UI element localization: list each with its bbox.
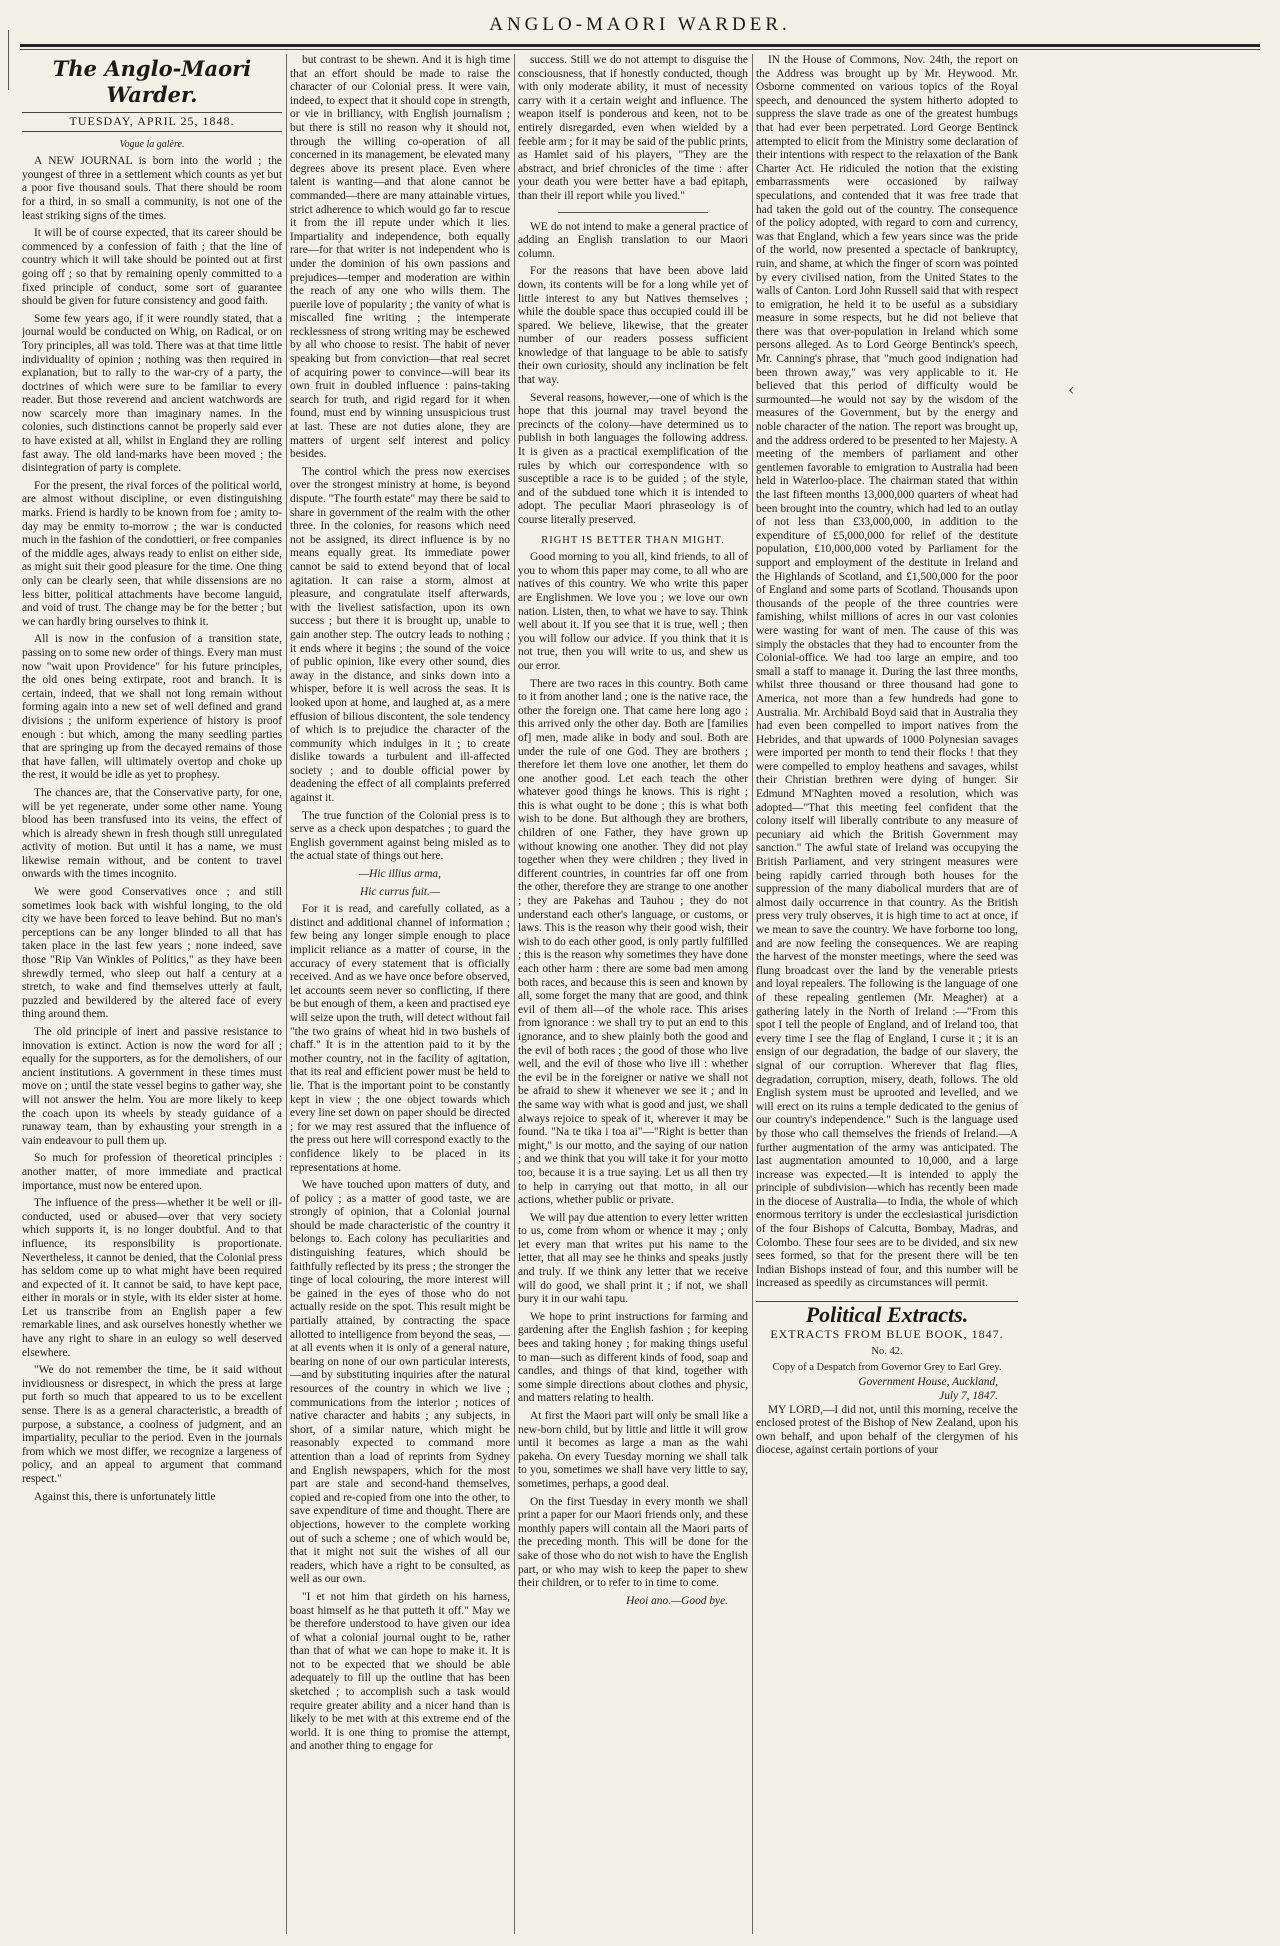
masthead-rule-thin xyxy=(20,49,1260,50)
paragraph: success. Still we do not attempt to disguise the consciousness, that if honestly conducted, though with only moderate ability, it must of necessity carry with it a certain weight and influence. The weapon itself is ponderous and keen, not to be entirely disregarded, even when wielded by a feeble arm ; for it may be said of the public prints, as Hamlet said of his players, "They are the abstract, and brief chronicles of the time : after your death you were better have a bad epitaph, than their ill report while you lived." xyxy=(518,54,748,202)
article-heading: RIGHT IS BETTER THAN MIGHT. xyxy=(541,534,725,546)
signoff: Heoi ano.—Good bye. xyxy=(626,1594,728,1607)
document-date: July 7, 1847. xyxy=(939,1390,998,1402)
section-subtitle: EXTRACTS FROM BLUE BOOK, 1847. xyxy=(770,1326,1004,1341)
latin-quote-line: —Hic illius arma, xyxy=(359,868,441,881)
paper-title: The Anglo-Maori Warder. xyxy=(52,56,252,107)
motto: Vogue la galère. xyxy=(119,138,185,150)
margin-mark: ‹ xyxy=(1068,380,1075,399)
column-3 xyxy=(518,54,748,1934)
paragraph: All is now in the confusion of a transition state, passing on to some new order of things. Every man must now "wait upon Providence" for his future principles, the old ones being extirpate, root and branch. It is certain, indeed, that we shall not long remain without forming again into a new set of well defined and grand divisions ; the uniform experience of history is proof enough : but which, among the many seedling parties that are springing up from the decayed remains of those that have fallen, will ultimately overtop and choke up the rest, it would be idle as yet to prophesy. xyxy=(22,633,282,782)
paragraph: "I et not him that girdeth on his harness, boast himself as he that putteth it off." May we be therefore understood to have given our idea of what a colonial journal ought to be, rather than that of what we can hope to make it. It is not to be expected that we should be able adequately to fill up the outline that has been sketched ; to accomplish such a task would require greater ability and a nicer hand than is likely to be met with at this extreme end of the world. It is one thing to promise the attempt, and another thing to engage for xyxy=(290,1590,510,1753)
article-divider xyxy=(558,212,708,213)
paragraph: IN the House of Commons, Nov. 24th, the report on the Address was brought up by Mr. Heywood. Mr. Osborne commented on various topics of the Royal speech, and denounced the system hitherto adopted to suppress the slave trade as one of the greatest humbugs that had ever been perpetrated. Lord George Bentinck attempted to elicit from the Ministry some declaration of their intentions with respect to the relaxation of the Bank Charter Act. He ridiculed the notion that the existing embarrassments were occasioned by railway speculations, and contended that it was free trade that had taken the gold out of the country. The consequence of the policy adopted, with regard to corn and currency, was that England, which a few years since was the pride of the world, now presented a spectacle of bankruptcy, ruin, and shame, at which the finger of scorn was pointed by every civilised nation, from the United States to the walls of Canton. Lord John Russell said that with respect to emigration, he held it to be useful as a subsidiary measure in some respects, but he did not believe that there was that over-population in Ireland which some persons alleged. As to Lord George Bentinck's speech, Mr. Canning's phrase, that "much good indignation had been thrown away," was very applicable to it. He believed that this period of difficulty would be surmounted—he would not say by the wisdom of the measures of the Government, but by the energy and noble character of the nation. The report was brought up, and the address ordered to be presented to her Majesty. A meeting of the members of parliament and other gentlemen favorable to emigration to Australia had been held in Waterloo-place. The chairman stated that within the last fifteen months 13,000,000 quarters of wheat had been brought into the country, which had led to an outlay of not less than £33,000,000, in addition to the expenditure of £5,000,000 for relief of the destitute population, £10,000,000 voted by Parliament for the support and employment of the destitute in Ireland and the Highlands of Scotland, and £1,500,000 for the poor of England and some parts of Scotland. Thousands upon thousands of the people of the three countries were famishing, whilst millions of acres in our vast colonies were wasting for want of men. The cause of this was simply the obstacles that they had to encounter from the Colonial-office. We had too large an empire, and too small a staff to manage it. During the last three months, whilst three thousand or three thousand had gone to America, not more than a few hundreds had gone to Australia. Mr. Archibald Boyd said that in Australia they had even been compelled to import natives from the Hebrides, and that upwards of 1000 Polynesian savages were imported per month to tend their flocks ! that they were compelled to employ heathens and savages, whilst their Christian brethren were dying of hunger. Sir Edmund M'Naghten moved a resolution, which was adopted—"That this meeting feel confident that the colony itself will liberally contribute to any measure of pecuniary aid which the British Government may sanction." The awful state of Ireland was occupying the British Parliament, and very stringent measures were being rapidly carried through both houses for the suppression of the many diabolical murders that are of almost daily occurrence in that country. As the British press very truly observes, it is high time to act at once, if we mean to save the country. We have forborne too long, and are now feeling the consequences. We are reaping the harvest of the monster meetings, where the seed was flung broadcast over the land by the venerable priests and loyal repealers. The following is the language of one of these repealing gentlemen (Mr. Meagher) at a gathering lately in the North of Ireland :—"From this spot I tell the people of England, and of Ireland too, that every time I see the flag of England, I curse it ; it is an ensign of our degradation, the badge of our slavery, the signal of our corruption. Wherever that flag flies, degradation, corruption, misery, death, follows. The old English system must be uprooted and levelled, and we will erect on its ruins a temple dedicated to the genius of our country's independence." Such is the language used by those who call themselves the friends of Ireland.—A further augmentation of the army was anticipated. The last augmentation amounted to 10,000, and a large increase was expected.—It is intended to apply the principle of subdivision—which has recently been made in the diocese of Australia—to India, the whole of which enormous territory is under the ecclesiastical jurisdiction of the four Bishops of Calcutta, Bombay, Madras, and Colombo. These four sees are to be divided, and six new sees formed, so that for the present there will be ten Indian Bishops instead of four, and this number will be increased as speedily as circumstances will permit. xyxy=(756,54,1018,1290)
paragraph: For the reasons that have been above laid down, its contents will be for a long while yet of little interest to any but Natives themselves ; while the double space thus occupied could ill be spared. We believe, likewise, that the greater number of our readers possess sufficient knowledge of that language to be able to satisfy their own curiosity, should any inclination be felt that way. xyxy=(518,265,748,387)
scan-edge-mark xyxy=(8,30,9,90)
column-divider xyxy=(286,54,287,1934)
column-divider xyxy=(514,54,515,1934)
masthead: ANGLO-MAORI WARDER. xyxy=(489,14,791,35)
paragraph: For the present, the rival forces of the political world, are almost without discipline, or even distinguishing marks. Friend is hardly to be known from foe ; amity to-day may be enmity to-morrow ; the war is conducted much in the fashion of the condottieri, or free companies of the middle ages, always ready to enlist on either side, as might suit their good pleasure for the time. One thing only can be clearly seen, that while dissensions are no less bitter, political attachments have become languid, and void of trust. The change may be for the better ; but we can hardly bring ourselves to think it. xyxy=(22,479,282,628)
paragraph: We have touched upon matters of duty, and of policy ; as a matter of good taste, we are strongly of opinion, that a Colonial journal should be made characteristic of the country it belongs to. Each colony has peculiarities and distinguishing features, which should be faithfully reflected by its press ; the stronger the tinge of local colouring, the more interest will be gained in the eyes of those who do not actually reside on the spot. This result might be partially attained, by contracting the space allotted to intelligence from beyond the seas, —at all events when it is only of a general nature, bearing on none of our own particular interests,—and by substituting inquiries after the natural resources of the country in which we live ; communications from the interior ; notices of native character and habits ; any subjects, in short, of a similar nature, which might be reasonably expected to command more attention than a load of reprints from Sydney and English newspapers, which for the most part are stale and second-hand themselves, copied and re-copied from one into the other, to save expenditure of time and thought. There are objections, however to the complete working out of such a scheme ; one of which would be, that it might not suit the wishes of all our readers, which have a right to be consulted, as well as our own. xyxy=(290,1179,510,1586)
paragraph: The true function of the Colonial press is to serve as a check upon despatches ; to guard the English government against being misled as to the actual state of things out here. xyxy=(290,809,510,863)
paragraph: For it is read, and carefully collated, as a distinct and additional channel of information ; few being any longer simple enough to place implicit reliance as a matter of course, in the accuracy of every statement that is officially received. And as we have once before observed, let accounts seem never so conflicting, if there be but enough of them, a keen and practised eye will seize upon the truth, will detect without fail "the two grains of wheat hid in two bushels of chaff." It is in the attention paid to it by the mother country, not in the facility of agitation, that its real and efficient power must be held to lie. That is the important point to be constantly kept in view ; the one object towards which every line set down on paper should be directed ; for we may rest assured that the influence of the press out here will correspond exactly to the confidence likely to be placed in its representations at home. xyxy=(290,903,510,1174)
column-1 xyxy=(22,54,282,1934)
paragraph: We will pay due attention to every letter written to us, come from whom or whence it may ; only let every man that writes put his name to the letter, that all may see he thinks and speaks justly and truly. If we think any letter that we receive will do good, we shall print it ; if not, we shall bury it in our wahi tapu. xyxy=(518,1211,748,1306)
paragraph: Several reasons, however,—one of which is the hope that this journal may travel beyond the precincts of the colony—have determined us to publish in both languages the following address. It is given as a practical exemplification of the rules by which our correspondence with so susceptible a race is to be guided ; of the style, and of the subdued tone which it is intended to adopt. The peculiar Maori phraseology is of course literally preserved. xyxy=(518,391,748,526)
paragraph: MY LORD,—I did not, until this morning, receive the enclosed protest of the Bishop of New Zealand, upon his own behalf, and upon behalf of the clergymen of his diocese, against certain portions of your xyxy=(756,1403,1018,1457)
paragraph: At first the Maori part will only be small like a new-born child, but by little and little it will grow until it becomes as large a man as the wahi pakeha. On every Tuesday morning we shall talk to you, sometimes we shall have very little to say, sometimes, perhaps, a good deal. xyxy=(518,1410,748,1490)
paragraph: On the first Tuesday in every month we shall print a paper for our Maori friends only, and these monthly papers will contain all the Maori parts of the preceding month. This will be done for the sake of those who do not wish to have the English part, or who may wish to keep the paper to shew their children, or to refer to in time to come. xyxy=(518,1495,748,1590)
paragraph: A NEW JOURNAL is born into the world ; the youngest of three in a settlement which counts as yet but a poor five thousand souls. That there should be room for a third, in so small a community, is not one of the least striking signs of the times. xyxy=(22,155,282,222)
paragraph: The influence of the press—whether it be well or ill-conducted, used or abused—over that very society which supports it, is no longer doubtful. And to that influence, its responsibility is proportionate. Nevertheless, it cannot be denied, that the Colonial press has seldom come up to what might have been required and expected of it. It cannot be said, to have kept pace, either in morals or in style, with its elder sister at home. Let us transcribe from an English paper a few remarkable lines, and ask ourselves honestly whether we have any right to share in an eulogy so well deserved elsewhere. xyxy=(22,1197,282,1359)
document-number: No. 42. xyxy=(871,1346,903,1358)
paragraph: Some few years ago, if it were roundly stated, that a journal would be conducted on Whig, on Radical, or on Tory principles, all was told. There was at that time little individuality of opinion ; nothing was then required in explanation, but to rally to the war-cry of a party, the doctrines of which were sure to be familiar to every reader. But those reverend and ancient watchwords are now scarcely more than imaginary names. In the colonies, such distinctions cannot be properly said ever to have existed at all, whilst in England they are rolling fast away. The old land-marks have been moved ; the disintegration of party is complete. xyxy=(22,312,282,475)
paragraph: The control which the press now exercises over the strongest ministry at home, is beyond dispute. "The fourth estate" may there be said to share in government of the realm with the other three. In the colonies, for reasons which need not be assigned, its direct influence is by no means equally great. Its immediate power cannot be said to extend beyond that of local agitation. It can raise a storm, almost at pleasure, and congratulate itself afterwards, with the liveliest satisfaction, upon its own success ; but there it is brought up, unable to gain another step. The outcry leads to nothing ; it ends where it begins ; the sound of the voice of public opinion, like every other sound, dies away in the distance, and sinks down into a whisper, before it is well across the seas. It is looked upon at home, and laughed at, as a mere effusion of bilious discontent, the sole tendency of which is to prejudice the character of the community which indulges in it ; to create dislike towards a turbulent and ill-affected society ; and to double official power by deadening the effect of all complaints preferred against it. xyxy=(290,465,510,805)
masthead-rule-thick xyxy=(20,44,1260,47)
latin-quote-line: Hic currus fuit.— xyxy=(359,885,441,898)
quoted-paragraph: "We do not remember the time, be it said without invidiousness or disrespect, in which the press at large put forth so much that appeared to us to be excellent sense. There is as a general characteristic, a breadth of purpose, a substance, a coolness of judgment, and an impartiality, peculiar to the period. Even in the journals from which we most differ, we recognize a largeness of policy, and an appeal to argument that command respect." xyxy=(22,1364,282,1485)
document-caption: Copy of a Despatch from Governor Grey to Earl Grey. xyxy=(772,1361,1002,1373)
paragraph: WE do not intend to make a general practice of adding an English translation to our Maori column. xyxy=(518,220,748,260)
column-4 xyxy=(756,54,1018,1934)
document-place: Government House, Auckland, xyxy=(858,1376,998,1389)
paragraph: It will be of course expected, that its career should be commenced by a confession of faith ; that the line of country which it will take should be pointed out at first going off ; so that by remaining openly committed to a fixed principle of conduct, some sort of guarantee should be given for future consistency and good faith. xyxy=(22,227,282,308)
column-2 xyxy=(290,54,510,1934)
paragraph: We were good Conservatives once ; and still sometimes look back with wishful longing, to the old city we have been forced to leave behind. But no man's perceptions can be any longer blinded to all that has taken place in the last few years ; none indeed, save those "Rip Van Winkles of Politics," as they have been shrewdly termed, who sleep out half a century at a stretch, to wake and find themselves utterly at fault, puzzled and bewildered by the altered face of every thing around them. xyxy=(22,886,282,1021)
paragraph: We hope to print instructions for farming and gardening after the English fashion ; for keeping bees and taking honey ; for making things useful to man—such as different kinds of food, soap and candles, and things of that kind, together with some simple directions about clothes and physic, and matters relating to health. xyxy=(518,1310,748,1405)
dateline: TUESDAY, APRIL 25, 1848. xyxy=(22,112,282,132)
paragraph: The chances are, that the Conservative party, for one, will be yet regenerate, under some other name. Young blood has been transfused into its veins, the effect of which is already shewn in fresh though still unregulated activity of motion. But until it has a name, we must likewise remain without, and be content to travel onwards with the times incognito. xyxy=(22,786,282,881)
paragraph: So much for profession of theoretical principles : another matter, of more immediate and practical importance, must now be entered upon. xyxy=(22,1152,282,1192)
paragraph: There are two races in this country. Both came to it from another land ; one is the native race, the other the foreign one. That came here long ago ; this arrived only the other day. Both are [families of] men, made alike in body and soul. Both are under the rule of one God. They are brothers ; therefore let them love one another, let them do one another good. Let each teach the other whatever good things he knows. This is right ; this is what ought to be done ; this is what both wish to be done. But although they are brothers, children of one Father, they have grown up without knowing one another. They did not play together when they were children ; they lived in different countries, in countries far off one from the other, therefore they are strange to one another ; they are Pakehas and Tauhou ; they do not understand each other's language, or customs, or laws. This is the reason why their good wish, their wish to do each other good, is only partly fulfilled ; this is the reason why sometimes they have done each other harm : there are some bad men among both races, and because this is seen and known by all, some forget the many that are good, and think evil of them all—of the whole race. This arises from ignorance : we shall try to put an end to this ignorance, and to shew plainly both the good and the evil of both races ; the good of those who live well, and the evil of those who live ill : whether the evil be in the foreigner or native we shall not be afraid to shew it whenever we see it ; and in the same way with what is good and just, we shall always rejoice to speak of it, wherever it may be found. "Na te tika i toa ai"—"Right is better than might," is our motto, and the saying of our nation ; and we think that you will take it for your motto too, because it is a true saying. Let us all then try to help in carrying out that motto, in all our actions, whether public or private. xyxy=(518,677,748,1207)
section-title: Political Extracts. xyxy=(756,1301,1018,1322)
paragraph: but contrast to be shewn. And it is high time that an effort should be made to raise the character of our Colonial press. It were vain, indeed, to expect that it should cope in strength, or vie in brilliancy, with English journalism ; but there is still no reason why it should not, through the willing co-operation of all concerned in its management, be elevated many degrees above its present place. Even where talent is wanting—and that alone cannot be commanded—there are many attainable virtues, strict adherence to which would go far to rescue it from the ill repute under which it lies. Impartiality and independence, both equally rare—for that writer is not independent who is under the dominion of his own passions and prejudices—temper and moderation are within the reach of any one who wills them. The puerile love of popularity ; the vanity of what is miscalled fine writing ; the intemperate recklessness of strong writing may be eschewed by all who choose to resist. The habit of never speaking but from conviction—that real secret of acquiring power to convince—will bear its own fruit in doubled influence : pains-taking search for truth, and rigid regard for it when found, must end by winning unsuspicious trust at last. These are not duties alone, they are matters of urgent self interest and policy besides. xyxy=(290,54,510,461)
paragraph: Against this, there is unfortunately little xyxy=(34,1490,216,1503)
paragraph: The old principle of inert and passive resistance to innovation is extinct. Action is now the word for all ; equally for the supporters, as for the demolishers, of our ancient institutions. A government in these times must move on ; until the state vessel begins to gather way, she will not answer the helm. You are more likely to keep the coach upon its wheels by steady guidance of a runaway team, than by exhausting your strength in a vain endeavour to pull them up. xyxy=(22,1026,282,1147)
paragraph: Good morning to you all, kind friends, to all of you to whom this paper may come, to all who are natives of this country. We who write this paper are Englishmen. We love you ; we love our own nation. Listen, then, to what we have to say. Think well about it. If you see that it is true, well ; then you will follow our advice. If you think that it is not true, then you will write to us, and shew us our error. xyxy=(518,551,748,672)
column-divider xyxy=(752,54,753,1934)
